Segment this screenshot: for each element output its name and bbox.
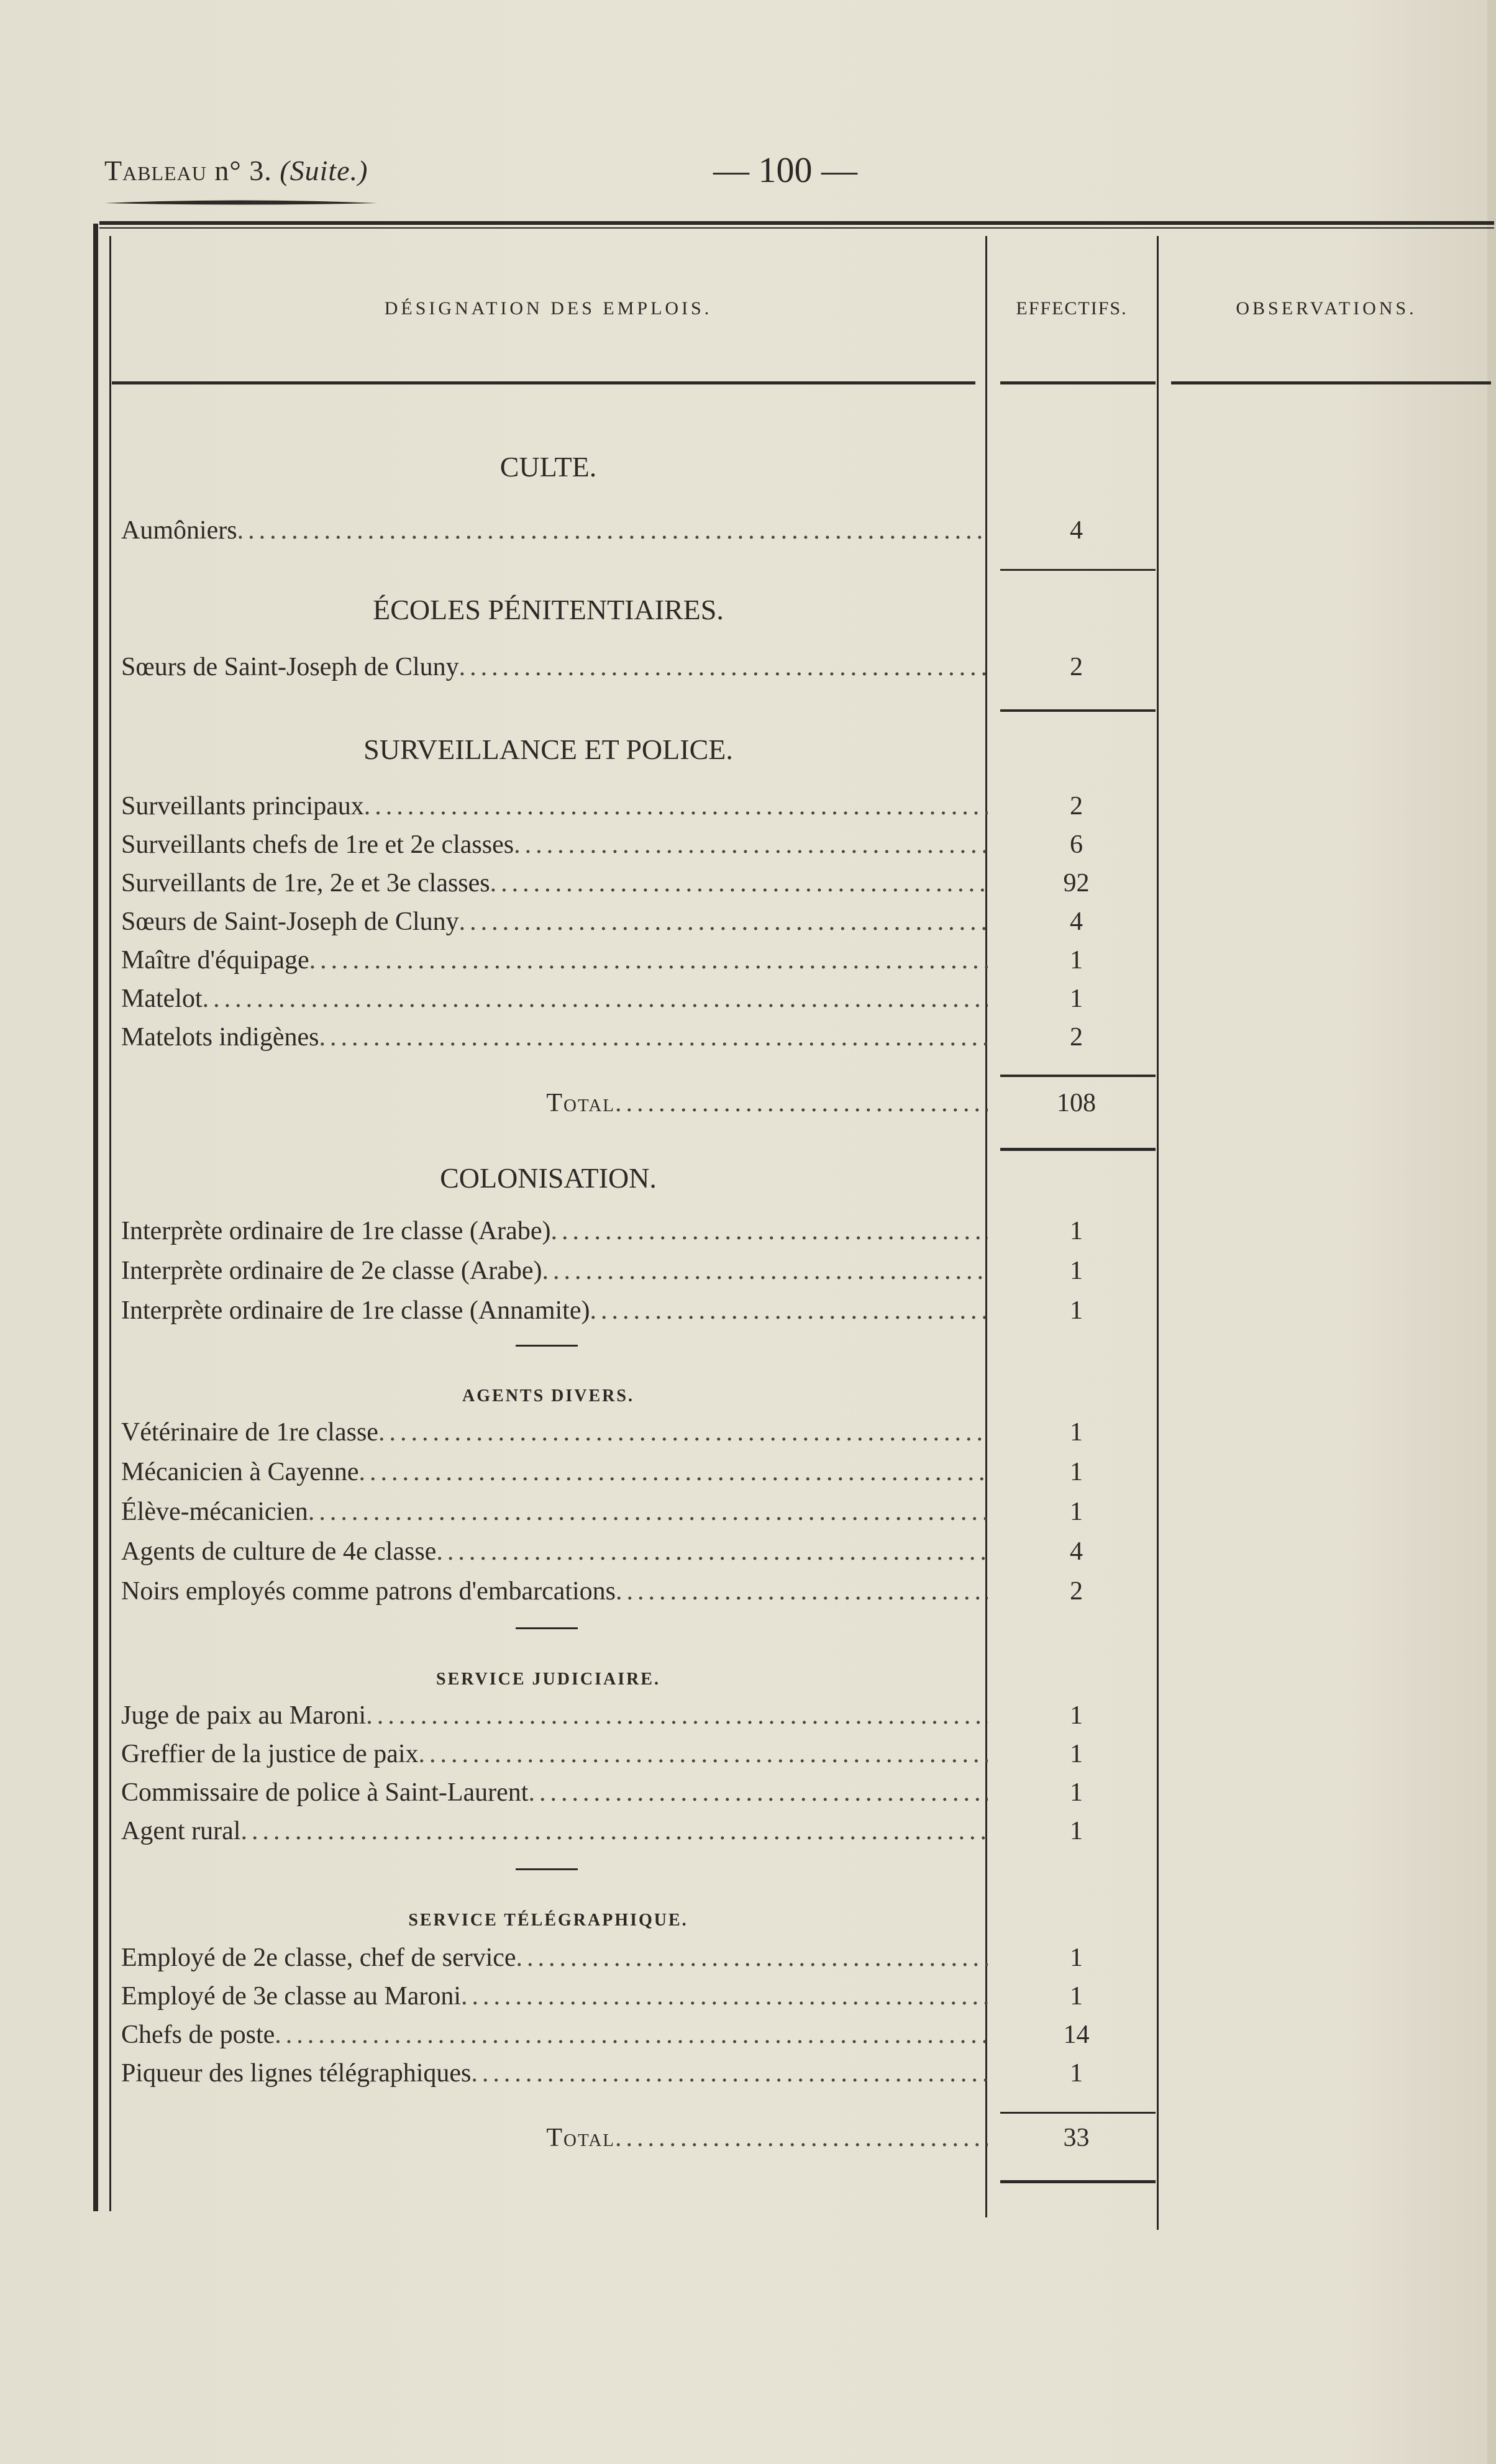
row-label: Sœurs de Saint-Joseph de Cluny: [121, 653, 459, 681]
leader-dots: [378, 1417, 988, 1447]
section-title: COLONISATION.: [440, 1162, 657, 1194]
subsection-title: SERVICE TÉLÉGRAPHIQUE.: [408, 1911, 688, 1930]
table-row: [121, 1537, 988, 1568]
row-label: Employé de 3e classe au Maroni: [121, 1982, 461, 2011]
row-value: 1: [1070, 1982, 1083, 2011]
table-row: [121, 1256, 988, 1287]
section-rule: [1000, 569, 1156, 571]
leader-dots: [309, 945, 988, 975]
subsection-title: AGENTS DIVERS.: [462, 1386, 634, 1406]
table-row: [121, 1816, 988, 1847]
row-value: 2: [1070, 1577, 1083, 1606]
table-suite: (Suite.): [280, 155, 368, 186]
table-row: [121, 652, 988, 683]
row-value: 1: [1070, 1740, 1083, 1768]
row-label: Chefs de poste: [121, 2021, 275, 2049]
subsection-title: SERVICE JUDICIAIRE.: [436, 1670, 660, 1689]
table-row: [121, 1417, 988, 1448]
table-top-rule: [99, 221, 1494, 225]
row-value: 14: [1063, 2021, 1090, 2049]
header-rule-3: [1171, 381, 1491, 384]
row-label: Élève-mécanicien: [121, 1498, 308, 1526]
section-divider: [516, 1345, 578, 1347]
leader-dots: [615, 2123, 988, 2153]
section-title: ÉCOLES PÉNITENTIAIRES.: [373, 594, 724, 625]
row-value: 1: [1070, 1296, 1083, 1325]
page-edge: [1487, 0, 1496, 2464]
table-row: [121, 516, 988, 547]
row-value: 2: [1070, 792, 1083, 821]
table-row: [121, 1296, 988, 1327]
leader-dots: [616, 1576, 988, 1606]
leader-dots: [240, 1816, 988, 1846]
row-label: Matelots indigènes: [121, 1023, 319, 1052]
row-value: 4: [1070, 516, 1083, 545]
row-value: 1: [1070, 1701, 1083, 1730]
section-divider: [516, 1868, 578, 1870]
row-value: 92: [1063, 869, 1090, 898]
leader-dots: [203, 984, 988, 1014]
leader-dots: [319, 1022, 988, 1052]
table-row: [121, 984, 988, 1015]
table-row: [121, 1216, 988, 1247]
row-label: Surveillants chefs de 1re et 2e classes: [121, 830, 514, 859]
table-row: [121, 1943, 988, 1974]
header-rule-2: [1000, 381, 1156, 384]
table-row: [121, 830, 988, 861]
table-number: n° 3.: [214, 155, 272, 186]
total-double-rule: [1000, 1148, 1156, 1151]
section-title: CULTE.: [499, 451, 597, 483]
leader-dots: [237, 516, 988, 545]
leader-dots: [275, 2020, 988, 2050]
row-label: Sœurs de Saint-Joseph de Cluny: [121, 907, 459, 936]
leader-dots: [528, 1778, 988, 1807]
row-label: Mécanicien à Cayenne: [121, 1458, 359, 1486]
leader-dots: [550, 1216, 988, 1246]
section-rule: [1000, 709, 1156, 712]
header-swash: [104, 199, 378, 207]
table-row: [121, 1739, 988, 1770]
leader-dots: [364, 791, 988, 821]
leader-dots: [461, 1981, 988, 2011]
leader-dots: [490, 868, 988, 898]
row-value: 1: [1070, 1817, 1083, 1845]
section-divider: [516, 1627, 578, 1629]
row-value: 1: [1070, 1217, 1083, 1245]
table-label: [104, 154, 368, 187]
row-label: Interprète ordinaire de 1re classe (Annamite): [121, 1296, 590, 1325]
row-value: 1: [1070, 1498, 1083, 1526]
row-value: 2: [1070, 1023, 1083, 1052]
row-value: 1: [1070, 1778, 1083, 1807]
row-label: Agents de culture de 4e classe: [121, 1537, 437, 1566]
row-label: Aumôniers: [121, 516, 237, 545]
page-number: — 100 —: [713, 150, 857, 190]
row-label: Commissaire de police à Saint-Laurent: [121, 1778, 529, 1807]
table-row: [121, 1576, 988, 1607]
leader-dots: [358, 1457, 988, 1487]
leader-dots: [459, 652, 988, 682]
table-top-rule-thin: [99, 227, 1494, 229]
table-row: [121, 1457, 988, 1488]
total-double-rule: [1000, 2180, 1156, 2183]
table-row: [121, 1778, 988, 1809]
leader-dots: [436, 1537, 988, 1566]
row-value: 1: [1070, 984, 1083, 1013]
total-row: [121, 2123, 988, 2154]
row-value: 2: [1070, 653, 1083, 681]
total-value: 108: [1057, 1089, 1096, 1117]
row-label: Interprète ordinaire de 1re classe (Arabe): [121, 1217, 551, 1245]
row-value: 1: [1070, 1418, 1083, 1447]
row-label: Maître d'équipage: [121, 946, 309, 975]
row-value: 1: [1070, 946, 1083, 975]
table-row: [121, 2058, 988, 2089]
total-row: [121, 1088, 988, 1119]
table-row: [121, 907, 988, 938]
leader-dots: [516, 1943, 988, 1973]
table-row: [121, 1022, 988, 1053]
section-title: SURVEILLANCE ET POLICE.: [363, 734, 733, 765]
total-label: Total: [546, 2124, 615, 2152]
row-label: Interprète ordinaire de 2e classe (Arabe): [121, 1257, 542, 1285]
leader-dots: [459, 907, 988, 937]
row-label: Juge de paix au Maroni: [121, 1701, 367, 1730]
leader-dots: [366, 1701, 988, 1730]
leader-dots: [590, 1296, 988, 1325]
total-value: 33: [1063, 2124, 1090, 2152]
table-row: [121, 791, 988, 822]
header-rule-1: [112, 381, 975, 384]
total-rule: [1000, 2112, 1156, 2114]
row-value: 4: [1070, 907, 1083, 936]
row-label: Piqueur des lignes télégraphiques: [121, 2059, 472, 2088]
leader-dots: [514, 830, 988, 860]
table-label-word: Tableau: [104, 155, 207, 186]
leader-dots: [615, 1088, 988, 1118]
leader-dots: [419, 1739, 988, 1769]
row-label: Greffier de la justice de paix: [121, 1740, 419, 1768]
leader-dots: [308, 1497, 988, 1527]
row-label: Noirs employés comme patrons d'embarcations: [121, 1577, 616, 1606]
row-label: Agent rural: [121, 1817, 241, 1845]
column-header-designation: DÉSIGNATION DES EMPLOIS.: [384, 298, 713, 319]
row-value: 6: [1070, 830, 1083, 859]
row-value: 4: [1070, 1537, 1083, 1566]
row-value: 1: [1070, 1458, 1083, 1486]
leader-dots: [542, 1256, 988, 1286]
leader-dots: [471, 2058, 988, 2088]
column-header-observations: OBSERVATIONS.: [1236, 298, 1417, 319]
row-label: Surveillants principaux: [121, 792, 364, 821]
column-header-effectifs: EFFECTIFS.: [1016, 298, 1128, 319]
table-row: [121, 1497, 988, 1528]
table-row: [121, 2020, 988, 2051]
total-label: Total: [546, 1089, 615, 1117]
table-left-border-inner: [109, 236, 111, 2211]
row-value: 1: [1070, 2059, 1083, 2088]
row-label: Surveillants de 1re, 2e et 3e classes: [121, 869, 490, 898]
total-rule: [1000, 1075, 1156, 1077]
table-row: [121, 945, 988, 976]
table-left-border: [93, 224, 98, 2211]
row-value: 1: [1070, 1257, 1083, 1285]
table-row: [121, 1701, 988, 1732]
row-label: Vétérinaire de 1re classe: [121, 1418, 378, 1447]
table-row: [121, 1981, 988, 2012]
row-label: Employé de 2e classe, chef de service: [121, 1943, 516, 1972]
table-row: [121, 868, 988, 899]
row-value: 1: [1070, 1943, 1083, 1972]
row-label: Matelot: [121, 984, 203, 1013]
